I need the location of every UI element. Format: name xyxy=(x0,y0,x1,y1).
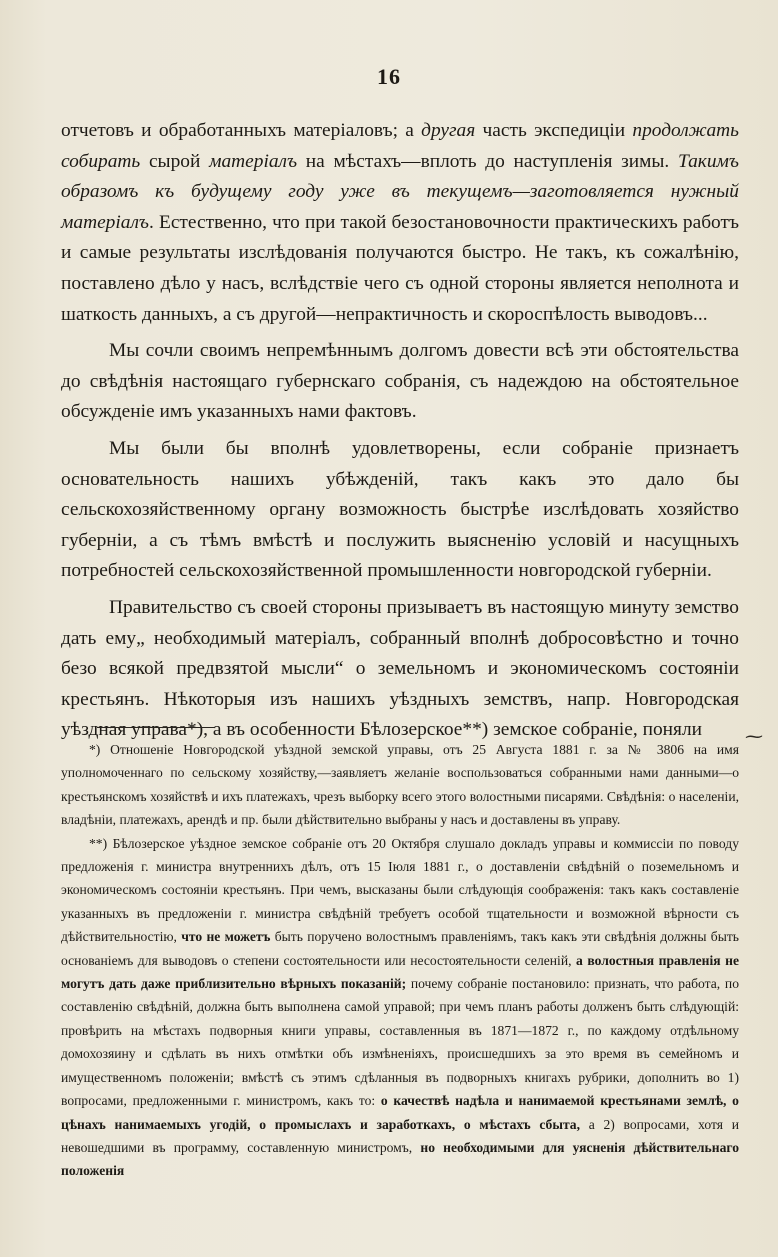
italic-run: продолжать собирать xyxy=(61,120,739,172)
italic-run: Такимъ образомъ къ будущему году уже въ текущемъ—заготовляется нужный матеріалъ xyxy=(61,150,739,233)
bold-run: о качествѣ надѣла и нанимаемой крестьянами землѣ, о цѣнахъ нанимаемыхъ угодій, о промыслахъ и заработкахъ, о мѣстахъ сбыта, xyxy=(61,1093,739,1132)
text-run: почему собраніе постановило: признать, что работа, по составленію свѣдѣній, должна быть выполнена самой управой; при чемъ планъ работы долженъ быть слѣдующій: провѣрить на мѣстахъ подворныя книги управы, составленныя въ 1871—1872 г., по каждому отдѣльному домохозяину и сдѣлать въ нихъ отмѣтки объ измѣненіяхъ, происшедшихъ за это время въ семейномъ и имущественномъ положеніи; вмѣстѣ съ этимъ сдѣланныя въ подворныхъ книгахъ рубрики, дополнить во 1) вопросами, предложенными г. министромъ, какъ то: xyxy=(61,976,739,1109)
italic-run: матеріалъ xyxy=(209,150,298,172)
text-run: а 2) вопросами, хотя и невошедшими въ программу, составленную министромъ, xyxy=(61,1116,739,1155)
text-run: часть экспедиціи xyxy=(475,120,633,141)
text-run: сырой xyxy=(140,150,210,172)
text-run: на мѣстахъ—вплоть до наступленія зимы. xyxy=(297,150,678,172)
text-run: отчетовъ и обработанныхъ матеріаловъ; а xyxy=(61,120,422,141)
text-run: быть поручено волостнымъ правленіямъ, такъ какъ эти свѣдѣнія должны быть основаніемъ для выводовъ о степени состоятельности или несостоятельности селеній, xyxy=(61,929,739,968)
text-run: **) Бѣлозерское уѣздное земское собраніе отъ 20 Октября слушало докладъ управы и коммиссіи по поводу предложенія г. министра внутреннихъ дѣлъ, отъ 15 Іюля 1881 г., о доставленіи свѣдѣній о поземельномъ и экономическомъ состояніи крестьянъ. При чемъ, высказаны были слѣдующія соображенія: такъ какъ составленіе указанныхъ въ предложеніи г. министра свѣдѣній требуетъ особой тщательности и возможной вѣрности съ дѣйствительностію, xyxy=(61,835,739,945)
footnote-1: *) Отношеніе Новгородской уѣздной земской управы, отъ 25 Августа 1881 г. за № 3806 на имя уполномоченнаго по сельскому хозяйству,—заявляетъ желаніе воспользоваться собранными нами данными—о крестьянскомъ хозяйствѣ и ихъ платежахъ, чрезъ выборку всего этого волостными писарями. Свѣдѣнія: о населеніи, владѣніи, платежахъ, арендѣ и пр. были дѣйствительно выбраны у насъ и доставлены въ управу. xyxy=(61,742,739,828)
paragraph-3: Мы были бы вполнѣ удовлетворены, если собраніе признаетъ основательность нашихъ убѣжденій, такъ какъ это дало бы сельскохозяйственному органу возможность быстрѣе изслѣдовать хозяйство губерніи, а съ тѣмъ вмѣстѣ и послужить выясненію условій и насущныхъ потребностей сельскохозяйственной промышленности новгородской губерніи. xyxy=(61,437,739,582)
text-run: . Естественно, что при такой безостановочности практическихъ работъ и самые результаты изслѣдованія получаются быстро. Не такъ, къ сожалѣнію, поставлено дѣло у насъ, вслѣдствіе чего съ одной стороны является неполнота и шаткость данныхъ, а съ другой—непрактичность и скороспѣлость выводовъ... xyxy=(61,211,739,325)
bold-run: но необходимыми для уясненія дѣйствительнаго положенія xyxy=(61,1139,740,1179)
paragraph-1 xyxy=(61,116,739,330)
bold-run: что не можетъ xyxy=(181,929,271,945)
footnotes xyxy=(61,738,739,1183)
page-number: 16 xyxy=(377,64,401,89)
bold-run: а волостныя правленія не могутъ дать даже приблизительно вѣрныхъ показаній; xyxy=(61,952,739,992)
paragraph-4: Правительство съ своей стороны призываетъ въ настоящую минуту земство дать ему„ необходимый матеріалъ, собранный вполнѣ добросовѣстно и точно безо всякой предвзятой мысли“ о земельномъ и экономическомъ состояніи крестьянъ. Нѣкоторыя изъ нашихъ уѣздныхъ земствъ, напр. Новгородская уѣздная управа*), а въ особенности Бѣлозерское**) земское собраніе, поняли xyxy=(61,596,739,741)
paragraph-2: Мы сочли своимъ непремѣннымъ долгомъ довести всѣ эти обстоятельства до свѣдѣнія настоящаго губернскаго собранія, съ надеждою на обстоятельное обсужденіе имъ указанныхъ нами фактовъ. xyxy=(61,340,739,423)
main-text xyxy=(61,116,739,746)
footnote-2 xyxy=(61,832,739,1183)
margin-pencil-mark: ⁓ xyxy=(745,726,763,746)
italic-run: другая xyxy=(421,120,476,141)
footnote-separator xyxy=(97,727,215,728)
